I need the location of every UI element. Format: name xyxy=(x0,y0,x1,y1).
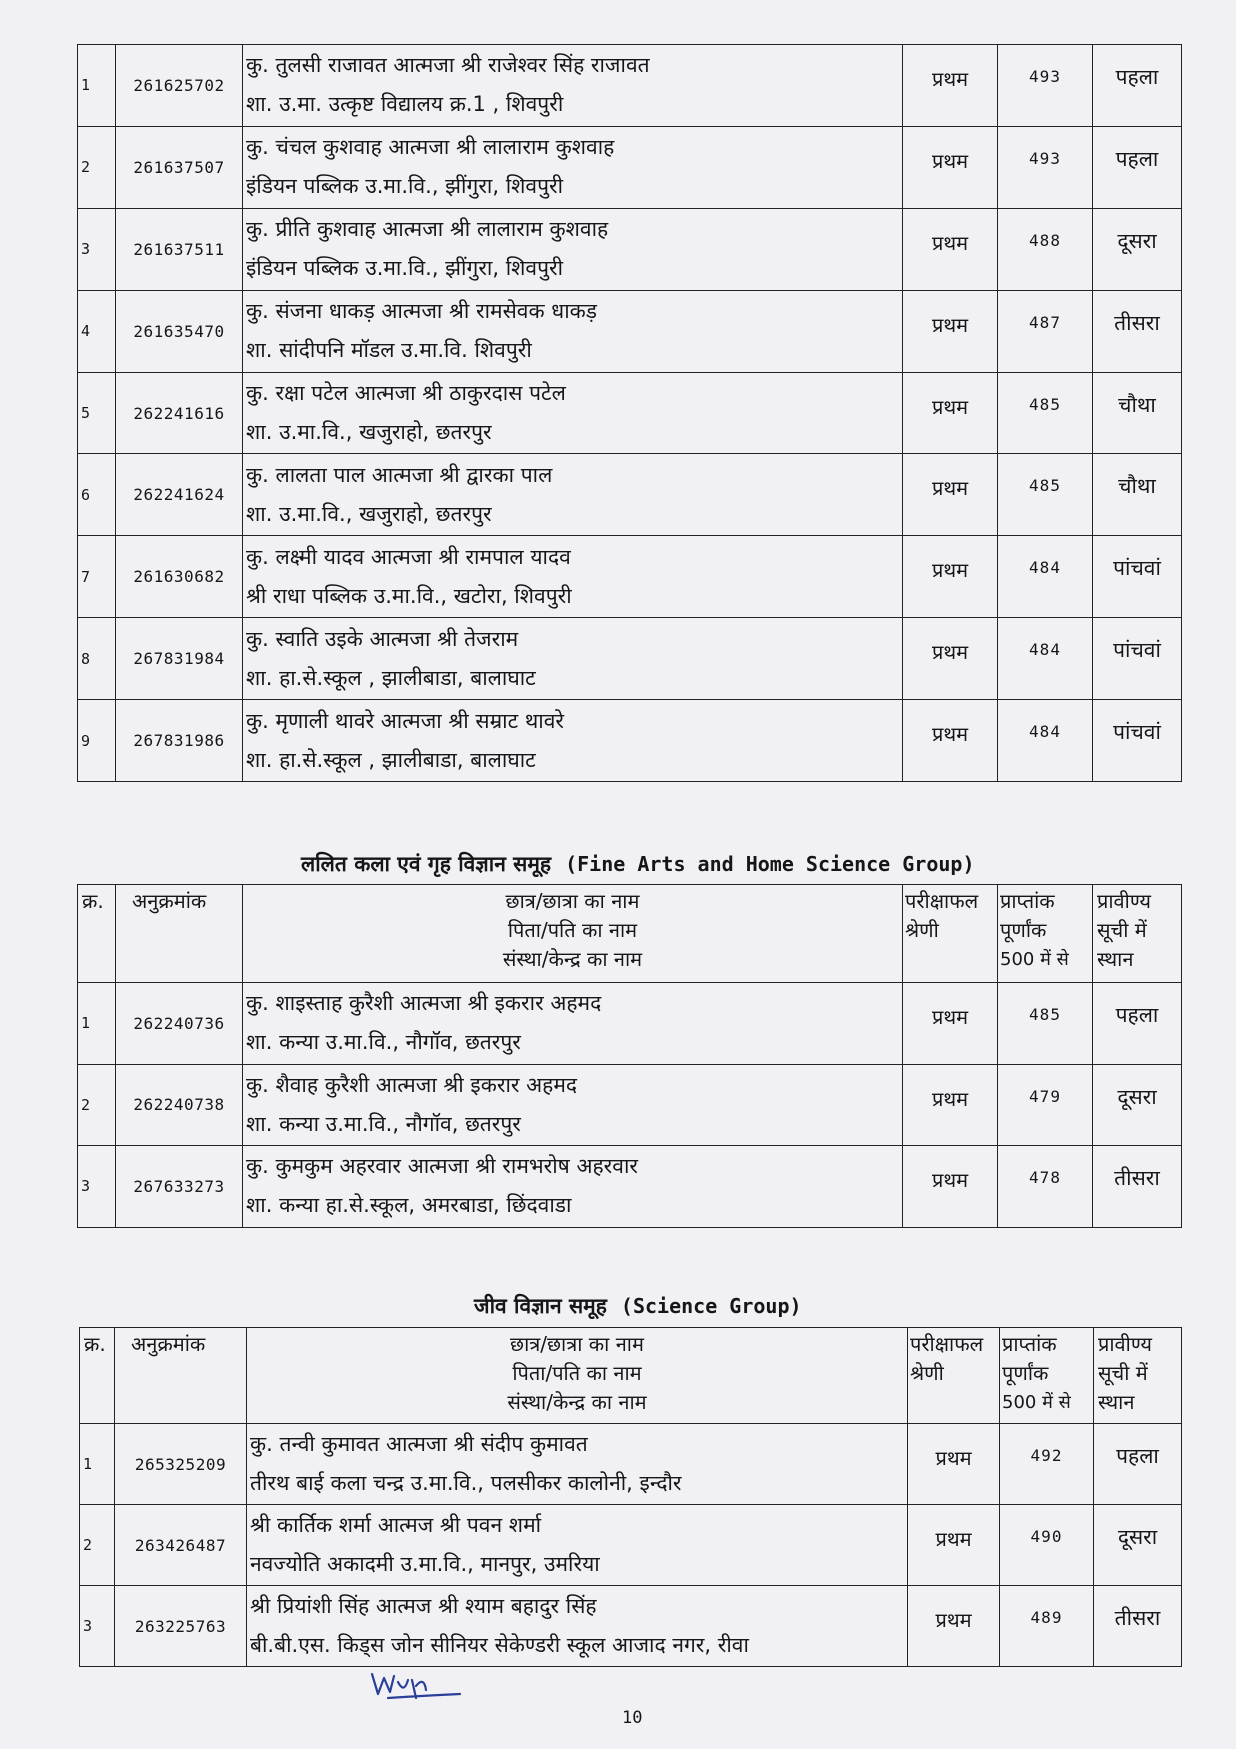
marks-obtained: 493 xyxy=(998,45,1093,127)
header-name-line3: संस्था/केन्द्र का नाम xyxy=(502,947,643,971)
serial-number: 8 xyxy=(78,618,116,700)
merit-table-fine-arts xyxy=(77,884,1182,1228)
table-row xyxy=(78,45,1182,127)
table-row xyxy=(78,1146,1182,1228)
serial-number: 6 xyxy=(78,454,116,536)
roll-number: 267831986 xyxy=(116,700,243,782)
table-row xyxy=(80,1586,1182,1667)
header-division xyxy=(903,885,998,983)
header-rank-line1: प्रावीण्य xyxy=(1098,1332,1152,1356)
roll-number: 262240736 xyxy=(116,983,243,1065)
roll-number: 262241616 xyxy=(116,372,243,454)
table-row xyxy=(78,126,1182,208)
serial-number: 2 xyxy=(78,126,116,208)
student-name: कु. स्वाति उइके आत्मजा श्री तेजराम xyxy=(246,626,519,651)
header-rank xyxy=(1094,1328,1182,1424)
table-body xyxy=(78,45,1182,782)
page-number: 10 xyxy=(622,1708,643,1728)
table-row xyxy=(78,700,1182,782)
header-name-line1: छात्र/छात्रा का नाम xyxy=(505,889,640,913)
marks-obtained: 484 xyxy=(998,700,1093,782)
header-marks-line2: पूर्णांक xyxy=(1002,1361,1049,1385)
student-name: श्री प्रियांशी सिंह आत्मज श्री श्याम बहादुर सिंह xyxy=(250,1594,597,1618)
merit-rank: चौथा xyxy=(1093,372,1182,454)
table-row xyxy=(78,372,1182,454)
roll-number: 263225763 xyxy=(115,1586,247,1667)
merit-table-science xyxy=(79,1327,1182,1667)
school-name: शा. हा.से.स्कूल , झालीबाडा, बालाघाट xyxy=(246,665,536,690)
roll-number: 263426487 xyxy=(115,1505,247,1586)
student-info xyxy=(243,208,903,290)
header-marks xyxy=(1000,1328,1094,1424)
serial-number: 7 xyxy=(78,536,116,618)
table-row xyxy=(78,1064,1182,1146)
serial-number: 2 xyxy=(80,1505,115,1586)
merit-rank: दूसरा xyxy=(1093,1064,1182,1146)
student-name: श्री कार्तिक शर्मा आत्मज श्री पवन शर्मा xyxy=(250,1513,542,1537)
marks-obtained: 478 xyxy=(998,1146,1093,1228)
student-name: कु. लक्ष्मी यादव आत्मजा श्री रामपाल यादव xyxy=(246,544,571,569)
serial-number: 1 xyxy=(78,45,116,127)
header-name-line2: पिता/पति का नाम xyxy=(507,918,638,942)
roll-number: 261625702 xyxy=(116,45,243,127)
student-name: कु. चंचल कुशवाह आत्मजा श्री लालाराम कुशवाह xyxy=(246,135,615,160)
student-name: कु. शाइस्ताह कुरैशी आत्मजा श्री इकरार अहमद xyxy=(246,991,602,1016)
school-name: बी.बी.एस. किड्स जोन सीनियर सेकेण्डरी स्कूल आजाद नगर, रीवा xyxy=(250,1633,749,1657)
serial-number: 3 xyxy=(80,1586,115,1667)
student-name: कु. शैवाह कुरैशी आत्मजा श्री इकरार अहमद xyxy=(246,1072,578,1097)
table-row xyxy=(78,536,1182,618)
merit-rank: तीसरा xyxy=(1093,290,1182,372)
header-sno: क्र. xyxy=(80,1328,115,1424)
header-rank-line2: सूची में xyxy=(1097,918,1147,942)
division: प्रथम xyxy=(908,1586,1000,1667)
section-title-hindi: जीव विज्ञान समूह xyxy=(474,1294,607,1318)
merit-rank: पहला xyxy=(1093,45,1182,127)
school-name: शा. उ.मा. उत्कृष्ट विद्यालय क्र.1 , शिवपुरी xyxy=(246,92,564,117)
header-rank xyxy=(1093,885,1182,983)
marks-obtained: 489 xyxy=(1000,1586,1094,1667)
header-marks-line3: 500 में से xyxy=(1000,949,1069,970)
school-name: शा. हा.से.स्कूल , झालीबाडा, बालाघाट xyxy=(246,747,536,772)
student-info xyxy=(243,1146,903,1228)
student-info xyxy=(243,536,903,618)
table-body xyxy=(78,983,1182,1228)
roll-number: 265325209 xyxy=(115,1424,247,1505)
header-marks xyxy=(998,885,1093,983)
division: प्रथम xyxy=(903,45,998,127)
section-title-english: (Science Group) xyxy=(620,1294,802,1318)
marks-obtained: 488 xyxy=(998,208,1093,290)
roll-number: 262241624 xyxy=(116,454,243,536)
school-name: इंडियन पब्लिक उ.मा.वि., झींगुरा, शिवपुरी xyxy=(246,256,564,281)
header-marks-line1: प्राप्तांक xyxy=(1002,1332,1057,1356)
student-name: कु. कुमकुम अहरवार आत्मजा श्री रामभरोष अहरवार xyxy=(246,1154,638,1179)
table-header xyxy=(80,1328,1182,1424)
header-sno: क्र. xyxy=(78,885,116,983)
roll-number: 261635470 xyxy=(116,290,243,372)
section-title-fine-arts xyxy=(301,850,975,878)
section-title-english: (Fine Arts and Home Science Group) xyxy=(565,852,975,876)
header-division-line1: परीक्षाफल xyxy=(910,1332,984,1356)
serial-number: 5 xyxy=(78,372,116,454)
school-name: तीरथ बाई कला चन्द्र उ.मा.वि., पलसीकर कालोनी, इन्दौर xyxy=(250,1471,682,1495)
header-name-line2: पिता/पति का नाम xyxy=(512,1361,642,1385)
school-name: इंडियन पब्लिक उ.मा.वि., झींगुरा, शिवपुरी xyxy=(246,174,564,199)
header-name-line3: संस्था/केन्द्र का नाम xyxy=(507,1390,647,1414)
student-info xyxy=(243,1064,903,1146)
school-name: श्री राधा पब्लिक उ.मा.वि., खटोरा, शिवपुरी xyxy=(246,583,572,608)
serial-number: 1 xyxy=(78,983,116,1065)
roll-number: 261637511 xyxy=(116,208,243,290)
merit-rank: पांचवां xyxy=(1093,618,1182,700)
serial-number: 1 xyxy=(80,1424,115,1505)
marks-obtained: 485 xyxy=(998,372,1093,454)
section-title-hindi: ललित कला एवं गृह विज्ञान समूह xyxy=(301,852,552,876)
header-division xyxy=(908,1328,1000,1424)
school-name: शा. कन्या उ.मा.वि., नौगॉव, छतरपुर xyxy=(246,1111,521,1136)
roll-number: 267633273 xyxy=(116,1146,243,1228)
marks-obtained: 485 xyxy=(998,983,1093,1065)
student-name: कु. रक्षा पटेल आत्मजा श्री ठाकुरदास पटेल xyxy=(246,381,566,405)
student-name: कु. तुलसी राजावत आत्मजा श्री राजेश्वर सिंह राजावत xyxy=(246,53,650,78)
merit-rank: पांचवां xyxy=(1093,700,1182,782)
student-name: कु. तन्वी कुमावत आत्मजा श्री संदीप कुमावत xyxy=(250,1432,588,1456)
marks-obtained: 484 xyxy=(998,536,1093,618)
student-info xyxy=(243,700,903,782)
merit-rank: तीसरा xyxy=(1093,1146,1182,1228)
merit-rank: पहला xyxy=(1093,983,1182,1065)
table-row xyxy=(78,618,1182,700)
signature-initials-icon xyxy=(368,1668,464,1702)
merit-rank: चौथा xyxy=(1093,454,1182,536)
school-name: नवज्योति अकादमी उ.मा.वि., मानपुर, उमरिया xyxy=(250,1552,600,1576)
student-info xyxy=(247,1505,908,1586)
table-row xyxy=(78,208,1182,290)
header-name xyxy=(243,885,903,983)
division: प्रथम xyxy=(903,1146,998,1228)
marks-obtained: 490 xyxy=(1000,1505,1094,1586)
school-name: शा. उ.मा.वि., खजुराहो, छतरपुर xyxy=(246,501,492,526)
merit-rank: पांचवां xyxy=(1093,536,1182,618)
marks-obtained: 484 xyxy=(998,618,1093,700)
division: प्रथम xyxy=(903,536,998,618)
division: प्रथम xyxy=(903,700,998,782)
header-rank-line2: सूची में xyxy=(1098,1361,1148,1385)
student-info xyxy=(243,618,903,700)
marks-obtained: 479 xyxy=(998,1064,1093,1146)
roll-number: 261630682 xyxy=(116,536,243,618)
student-info xyxy=(243,983,903,1065)
table-row xyxy=(78,290,1182,372)
table-row xyxy=(78,983,1182,1065)
header-marks-line3: 500 में से xyxy=(1002,1392,1071,1413)
header-rank-line3: स्थान xyxy=(1098,1390,1135,1414)
student-info xyxy=(247,1424,908,1505)
header-rank-line3: स्थान xyxy=(1097,947,1134,971)
student-name: कु. मृणाली थावरे आत्मजा श्री सम्राट थावरे xyxy=(246,708,564,733)
marks-obtained: 485 xyxy=(998,454,1093,536)
roll-number: 262240738 xyxy=(116,1064,243,1146)
merit-table-continued xyxy=(77,44,1182,782)
section-title-science xyxy=(474,1292,802,1320)
student-info xyxy=(243,45,903,127)
serial-number: 2 xyxy=(78,1064,116,1146)
header-marks-line1: प्राप्तांक xyxy=(1000,889,1055,913)
division: प्रथम xyxy=(903,208,998,290)
school-name: शा. कन्या हा.से.स्कूल, अमरबाडा, छिंदवाडा xyxy=(246,1193,572,1218)
table-header xyxy=(78,885,1182,983)
student-info xyxy=(243,290,903,372)
marks-obtained: 493 xyxy=(998,126,1093,208)
serial-number: 9 xyxy=(78,700,116,782)
serial-number: 3 xyxy=(78,208,116,290)
student-info xyxy=(243,454,903,536)
merit-rank: तीसरा xyxy=(1094,1586,1182,1667)
header-roll: अनुक्रमांक xyxy=(116,885,243,983)
header-marks-line2: पूर्णांक xyxy=(1000,918,1047,942)
division: प्रथम xyxy=(903,454,998,536)
table-row xyxy=(78,454,1182,536)
table-body xyxy=(80,1424,1182,1667)
merit-rank: दूसरा xyxy=(1093,208,1182,290)
roll-number: 267831984 xyxy=(116,618,243,700)
header-division-line2: श्रेणी xyxy=(905,918,939,942)
student-info xyxy=(247,1586,908,1667)
roll-number: 261637507 xyxy=(116,126,243,208)
division: प्रथम xyxy=(903,290,998,372)
merit-rank: पहला xyxy=(1094,1424,1182,1505)
division: प्रथम xyxy=(908,1505,1000,1586)
merit-rank: पहला xyxy=(1093,126,1182,208)
marks-obtained: 487 xyxy=(998,290,1093,372)
header-division-line2: श्रेणी xyxy=(910,1361,944,1385)
header-name xyxy=(247,1328,908,1424)
student-info xyxy=(243,372,903,454)
division: प्रथम xyxy=(903,983,998,1065)
student-name: कु. प्रीति कुशवाह आत्मजा श्री लालाराम कुशवाह xyxy=(246,217,609,242)
merit-rank: दूसरा xyxy=(1094,1505,1182,1586)
serial-number: 3 xyxy=(78,1146,116,1228)
table-row xyxy=(80,1505,1182,1586)
header-roll: अनुक्रमांक xyxy=(115,1328,247,1424)
school-name: शा. कन्या उ.मा.वि., नौगॉव, छतरपुर xyxy=(246,1030,521,1055)
header-rank-line1: प्रावीण्य xyxy=(1097,889,1151,913)
header-name-line1: छात्र/छात्रा का नाम xyxy=(510,1332,644,1356)
division: प्रथम xyxy=(903,372,998,454)
table-row xyxy=(80,1424,1182,1505)
division: प्रथम xyxy=(903,618,998,700)
marks-obtained: 492 xyxy=(1000,1424,1094,1505)
student-name: कु. लालता पाल आत्मजा श्री द्वारका पाल xyxy=(246,462,553,487)
school-name: शा. उ.मा.वि., खजुराहो, छतरपुर xyxy=(246,420,492,444)
serial-number: 4 xyxy=(78,290,116,372)
school-name: शा. सांदीपनि मॉडल उ.मा.वि. शिवपुरी xyxy=(246,338,532,363)
division: प्रथम xyxy=(908,1424,1000,1505)
student-name: कु. संजना धाकड़ आत्मजा श्री रामसेवक धाकड़ xyxy=(246,299,597,324)
division: प्रथम xyxy=(903,126,998,208)
student-info xyxy=(243,126,903,208)
division: प्रथम xyxy=(903,1064,998,1146)
header-division-line1: परीक्षाफल xyxy=(905,889,979,913)
